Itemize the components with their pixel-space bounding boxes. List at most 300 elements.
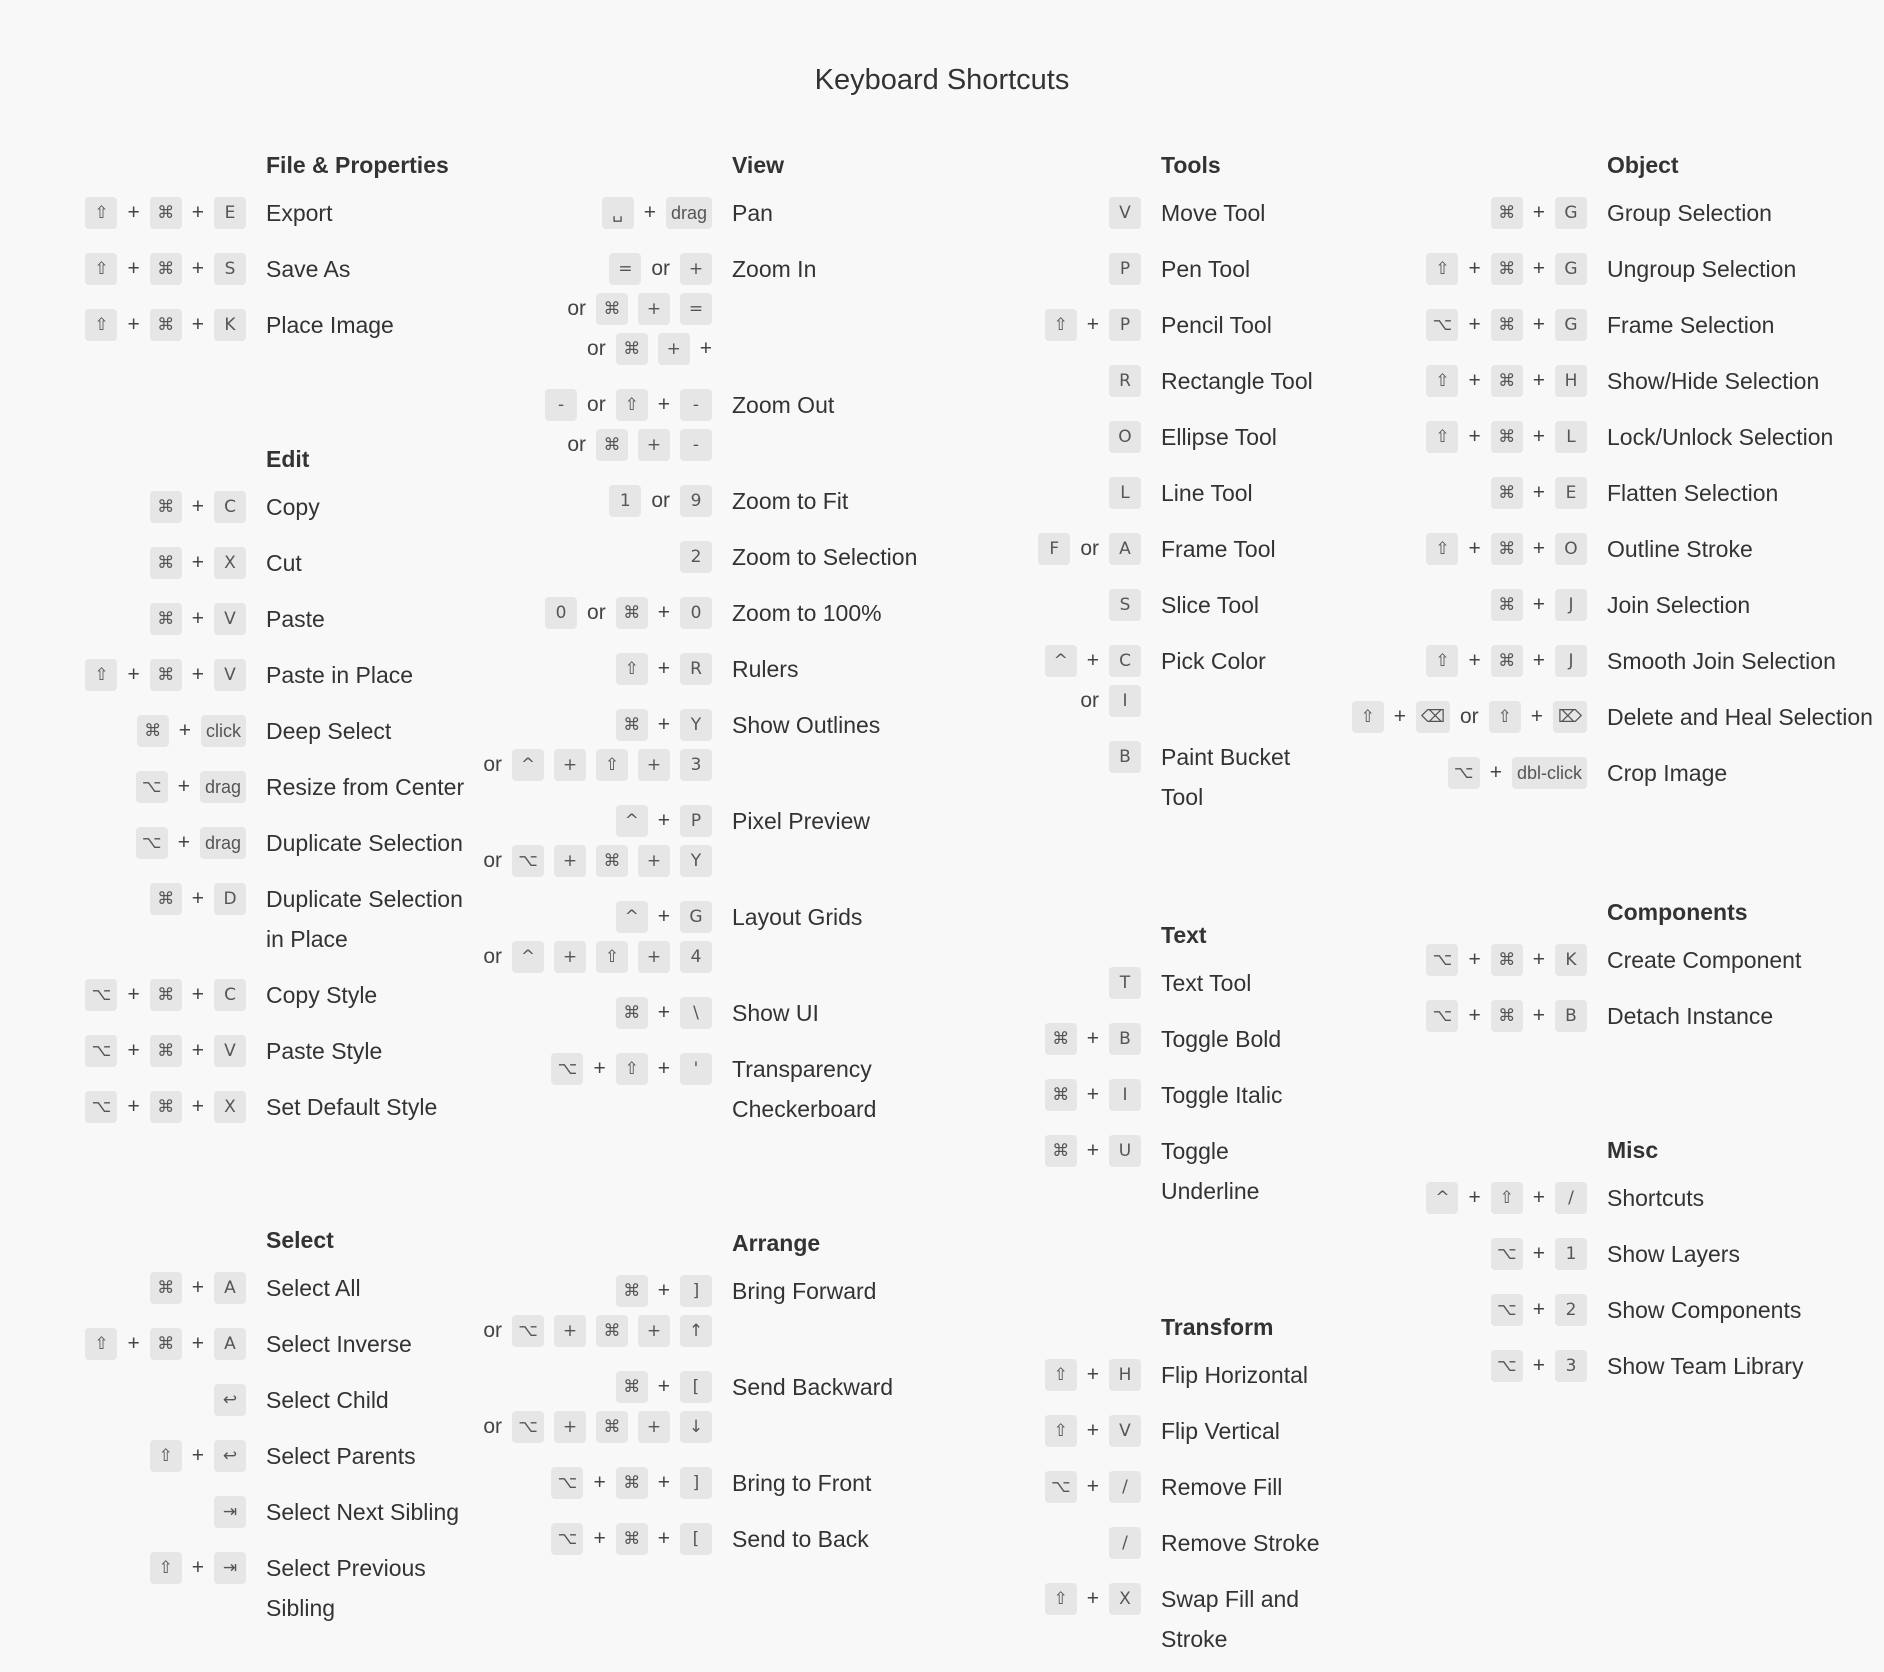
key-combo [292,481,712,521]
command-key-icon: ⌘ [616,1275,648,1307]
key-combo [1167,940,1587,980]
option-key-icon: ⌥ [136,771,168,803]
command-key-icon: ⌘ [1491,645,1523,677]
command-key-icon: ⌘ [616,709,648,741]
key-9: 9 [680,485,712,517]
plus-separator: + [191,1332,204,1355]
plus-key: + [554,845,586,877]
command-key-icon: ⌘ [1491,589,1523,621]
shortcut-label: Flip Vertical [1161,1418,1280,1444]
plus-separator: + [127,313,140,336]
shortcut-label: Cut [266,550,302,576]
plus-separator: + [1468,1186,1481,1209]
command-key-icon: ⌘ [616,333,648,365]
key-combo [292,1311,712,1351]
command-key-icon: ⌘ [1045,1023,1077,1055]
option-key-icon: ⌥ [1491,1350,1523,1382]
plus-separator: + [1532,369,1545,392]
shortcut-label: Save As [266,256,351,282]
shift-key-icon: ⇧ [85,253,117,285]
plus-separator: + [1468,369,1481,392]
command-key-icon: ⌘ [1491,197,1523,229]
shortcut-label: Duplicate Selection [266,830,463,856]
shortcut-label: Select Parents [266,1443,416,1469]
shortcut-label: Detach Instance [1607,1003,1774,1029]
shortcut-label: Pan [732,200,773,226]
key-s: S [1109,589,1141,621]
shift-key-icon: ⇧ [1045,1583,1077,1615]
option-key-icon: ⌥ [1448,757,1480,789]
key-combo [0,767,246,807]
option-key-icon: ⌥ [85,979,117,1011]
key-x: X [214,547,246,579]
key-combo [721,417,1141,457]
shortcut-label: Remove Fill [1161,1474,1283,1500]
key-combo [0,1548,246,1588]
plus-separator: + [191,887,204,910]
key-r: R [1109,365,1141,397]
shift-key-icon: ⇧ [1045,1415,1077,1447]
shortcut-label: Resize from Center [266,774,465,800]
shift-key-icon: ⇧ [85,659,117,691]
key-combo [721,529,1141,569]
key-combo [1167,249,1587,289]
command-key-icon: ⌘ [150,1035,182,1067]
key-combo [292,801,712,841]
plus-separator: + [657,905,670,928]
shortcut-label: Set Default Style [266,1094,438,1120]
key-3: 3 [680,749,712,781]
plus-separator: + [1086,1419,1099,1442]
plus-separator: + [1532,537,1545,560]
shortcut-label: Swap Fill and [1161,1586,1300,1612]
plus-separator: + [1086,1587,1099,1610]
key-k: K [1555,944,1587,976]
slash-key: / [1109,1471,1141,1503]
drag-key: drag [200,827,246,859]
plus-separator: + [1086,1083,1099,1106]
key-combo [0,543,246,583]
option-key-icon: ⌥ [512,845,544,877]
shift-key-icon: ⇧ [1352,701,1384,733]
or-separator: or [587,601,606,624]
shortcut-label: Text Tool [1161,970,1252,996]
page-title: Keyboard Shortcuts [814,64,1070,96]
backspace-key-icon: ⌫ [1416,701,1450,733]
key-2: 2 [1555,1294,1587,1326]
key-combo [721,249,1141,289]
key-p: P [1109,253,1141,285]
plus-separator: + [1532,1186,1545,1209]
plus-separator: + [593,1471,606,1494]
key-combo [1167,1234,1587,1274]
plus-separator: + [191,257,204,280]
key-combo [1167,697,1587,737]
option-key-icon: ⌥ [1491,1238,1523,1270]
key-c: C [1109,645,1141,677]
shortcut-label: Zoom to Fit [732,488,849,514]
section-title-object: Object [1607,152,1679,178]
tab-key-icon: ⇥ [214,1552,246,1584]
plus-separator: + [191,607,204,630]
command-key-icon: ⌘ [1491,944,1523,976]
command-key-icon: ⌘ [1491,309,1523,341]
plus-separator: + [1086,1475,1099,1498]
option-key-icon: ⌥ [551,1467,583,1499]
shortcut-label: Create Component [1607,947,1802,973]
shortcut-label: Lock/Unlock Selection [1607,424,1834,450]
command-key-icon: ⌘ [616,1523,648,1555]
shortcut-label: Toggle Bold [1161,1026,1282,1052]
plus-separator: + [1532,1298,1545,1321]
key-combo [292,1463,712,1503]
key-c: C [214,491,246,523]
shortcut-label: Place Image [266,312,394,338]
key-x: X [1109,1583,1141,1615]
shortcut-label: Shortcuts [1607,1185,1705,1211]
option-key-icon: ⌥ [512,1411,544,1443]
section-title-view: View [732,152,784,178]
shortcut-label: Remove Stroke [1161,1530,1320,1556]
key-combo [1167,585,1587,625]
plus-separator: + [1468,1004,1481,1027]
or-separator: or [567,297,586,320]
shortcut-label: Toggle [1161,1138,1229,1164]
key-0: 0 [680,597,712,629]
shortcut-label: Show Components [1607,1297,1802,1323]
section-title-text: Text [1161,922,1207,948]
shortcut-label: Stroke [1161,1626,1228,1652]
or-separator: or [567,433,586,456]
key-a: A [214,1272,246,1304]
plus-separator: + [657,393,670,416]
key-g: G [1555,253,1587,285]
command-key-icon: ⌘ [137,715,169,747]
minus-key: - [680,389,712,421]
key-combo [292,593,712,633]
bracket-open-key: [ [680,1523,712,1555]
key-combo [721,473,1141,513]
command-key-icon: ⌘ [596,429,628,461]
plus-separator: + [1468,537,1481,560]
key-e: E [1555,477,1587,509]
shift-key-icon: ⇧ [1426,365,1458,397]
shift-key-icon: ⇧ [1426,645,1458,677]
drag-key: drag [200,771,246,803]
key-combo [1167,1346,1587,1386]
key-c: C [214,979,246,1011]
key-i: I [1109,685,1141,717]
plus-separator: + [1532,257,1545,280]
shortcut-label: Show Layers [1607,1241,1740,1267]
plus-separator: + [127,201,140,224]
key-combo [0,655,246,695]
or-separator: or [587,337,606,360]
key-l: L [1555,421,1587,453]
key-combo [292,1407,712,1447]
command-key-icon: ⌘ [150,197,182,229]
shortcut-label: Delete and Heal Selection [1607,704,1873,730]
plus-key: + [554,1411,586,1443]
shortcut-label: Show/Hide Selection [1607,368,1820,394]
key-combo [721,1411,1141,1451]
key-combo [0,711,246,751]
command-key-icon: ⌘ [616,597,648,629]
plus-separator: + [1086,649,1099,672]
plus-separator: + [127,663,140,686]
shortcut-label: Paint Bucket [1161,744,1291,770]
arrow-up-key-icon: ↑ [680,1315,712,1347]
key-combo [0,487,246,527]
plus-separator: + [191,1444,204,1467]
shortcut-label: Transparency [732,1056,872,1082]
plus-separator: + [191,1095,204,1118]
key-j: J [1555,589,1587,621]
key-p: P [1109,309,1141,341]
shift-key-icon: ⇧ [85,1328,117,1360]
option-key-icon: ⌥ [1426,1000,1458,1032]
shift-key-icon: ⇧ [1426,533,1458,565]
plus-separator: + [1086,1363,1099,1386]
shortcut-label: Paste Style [266,1038,383,1064]
command-key-icon: ⌘ [150,491,182,523]
shortcut-label: in Place [266,926,348,952]
shortcut-label: Underline [1161,1178,1260,1204]
key-3: 3 [1555,1350,1587,1382]
option-key-icon: ⌥ [136,827,168,859]
plus-key: + [554,749,586,781]
minus-key: - [680,429,712,461]
shift-key-icon: ⇧ [616,389,648,421]
plus-separator: + [657,809,670,832]
shortcut-label: Frame Tool [1161,536,1276,562]
key-combo [0,1436,246,1476]
shortcut-label: Show Team Library [1607,1353,1804,1379]
key-i: I [1109,1079,1141,1111]
bracket-close-key: ] [680,1275,712,1307]
or-separator: or [1080,689,1099,712]
command-key-icon: ⌘ [1491,1000,1523,1032]
key-combo [1167,193,1587,233]
key-combo [292,425,712,465]
key-combo [292,329,712,369]
key-v: V [214,659,246,691]
control-key-icon: ^ [512,749,544,781]
shortcut-label: Pick Color [1161,648,1266,674]
shift-key-icon: ⇧ [150,1440,182,1472]
key-combo [292,1367,712,1407]
option-key-icon: ⌥ [85,1035,117,1067]
shortcut-label: Frame Selection [1607,312,1775,338]
key-k: K [214,309,246,341]
plus-separator: + [1468,257,1481,280]
key-combo [292,1271,712,1311]
key-a: A [214,1328,246,1360]
key-1: 1 [609,485,641,517]
plus-separator: + [127,983,140,1006]
or-separator: or [651,257,670,280]
plus-separator: + [643,201,656,224]
shortcut-label: Ungroup Selection [1607,256,1797,282]
equals-key: = [609,253,641,285]
control-key-icon: ^ [616,901,648,933]
key-combo [292,289,712,329]
key-s: S [214,253,246,285]
key-combo [0,599,246,639]
control-key-icon: ^ [512,941,544,973]
key-g: G [1555,309,1587,341]
shift-key-icon: ⇧ [1491,1182,1523,1214]
key-combo [721,681,1141,721]
shortcut-label: Checkerboard [732,1096,877,1122]
or-separator: or [483,1415,502,1438]
plus-key: + [638,1411,670,1443]
plus-key: + [638,749,670,781]
plus-separator: + [127,1332,140,1355]
plus-key: + [638,941,670,973]
tab-key-icon: ⇥ [214,1496,246,1528]
shortcut-label: Show Outlines [732,712,881,738]
key-j: J [1555,645,1587,677]
key-y: Y [680,845,712,877]
key-combo [292,385,712,425]
shortcut-label: Pen Tool [1161,256,1251,282]
command-key-icon: ⌘ [616,997,648,1029]
key-combo [0,1492,246,1532]
shift-key-icon: ⇧ [150,1552,182,1584]
shortcut-label: Paste in Place [266,662,414,688]
key-y: Y [680,709,712,741]
plus-separator: + [657,1057,670,1080]
or-separator: or [483,945,502,968]
shortcut-label: Select Inverse [266,1331,412,1357]
key-combo [1167,529,1587,569]
shift-key-icon: ⇧ [616,1053,648,1085]
key-combo [0,249,246,289]
shift-key-icon: ⇧ [596,749,628,781]
key-combo [292,937,712,977]
key-combo [721,1131,1141,1171]
key-b: B [1109,741,1141,773]
key-combo [0,1087,246,1127]
shortcut-label: Tool [1161,784,1204,810]
control-key-icon: ^ [1045,645,1077,677]
command-key-icon: ⌘ [1491,533,1523,565]
shortcut-label: Flip Horizontal [1161,1362,1308,1388]
plus-separator: + [1468,425,1481,448]
plus-separator: + [657,1279,670,1302]
key-combo [292,249,712,289]
drag-key: drag [666,197,712,229]
shortcut-label: Pixel Preview [732,808,871,834]
section-title-arrange: Arrange [732,1230,821,1256]
key-combo [292,649,712,689]
command-key-icon: ⌘ [596,1411,628,1443]
key-combo [721,963,1141,1003]
plus-separator: + [593,1527,606,1550]
command-key-icon: ⌘ [150,253,182,285]
key-combo [721,1019,1141,1059]
key-combo [1167,473,1587,513]
return-key-icon: ↩ [214,1384,246,1416]
plus-key: + [638,429,670,461]
section-title-select: Select [266,1227,334,1253]
key-1: 1 [1555,1238,1587,1270]
or-separator: or [651,489,670,512]
shift-key-icon: ⇧ [85,309,117,341]
key-g: G [1555,197,1587,229]
command-key-icon: ⌘ [150,1272,182,1304]
plus-separator: + [1532,481,1545,504]
key-combo [1167,361,1587,401]
shortcut-label: Toggle Italic [1161,1082,1283,1108]
key-combo [721,305,1141,345]
shift-key-icon: ⇧ [85,197,117,229]
slash-key: / [1109,1527,1141,1559]
command-key-icon: ⌘ [150,1091,182,1123]
section-title-components: Components [1607,899,1748,925]
option-key-icon: ⌥ [85,1091,117,1123]
key-combo [0,1324,246,1364]
key-combo [1167,996,1587,1036]
plus-separator: + [1086,313,1099,336]
shortcut-label: Group Selection [1607,200,1772,226]
key-v: V [214,603,246,635]
option-key-icon: ⌥ [551,1053,583,1085]
key-combo [292,537,712,577]
key-combo [0,305,246,345]
key-combo [721,193,1141,233]
key-t: T [1109,967,1141,999]
command-key-icon: ⌘ [150,979,182,1011]
or-separator: or [483,849,502,872]
key-combo [721,361,1141,401]
plus-separator: + [657,1375,670,1398]
minus-key: - [545,389,577,421]
command-key-icon: ⌘ [616,1371,648,1403]
arrow-down-key-icon: ↓ [680,1411,712,1443]
plus-separator: + [657,1001,670,1024]
key-g: G [680,901,712,933]
shift-key-icon: ⇧ [1045,309,1077,341]
plus-separator: + [1530,705,1543,728]
key-combo [1167,417,1587,457]
shortcut-label: Copy [266,494,320,520]
plus-key: + [638,293,670,325]
key-combo [0,1380,246,1420]
section-title-tools: Tools [1161,152,1221,178]
plus-separator: + [191,1276,204,1299]
shift-key-icon: ⇧ [1426,421,1458,453]
key-o: O [1555,533,1587,565]
key-v: V [1109,197,1141,229]
command-key-icon: ⌘ [1491,365,1523,397]
plus-separator: + [1532,593,1545,616]
shortcut-label: Flatten Selection [1607,480,1779,506]
shortcut-label: Rectangle Tool [1161,368,1313,394]
plus-separator: + [657,657,670,680]
key-combo [721,737,1141,777]
command-key-icon: ⌘ [1045,1135,1077,1167]
plus-separator: + [1532,313,1545,336]
plus-separator: + [1532,1004,1545,1027]
command-key-icon: ⌘ [1045,1079,1077,1111]
plus-separator: + [127,1039,140,1062]
slash-key: / [1555,1182,1587,1214]
section-title-misc: Misc [1607,1137,1659,1163]
shortcut-label: Zoom to Selection [732,544,918,570]
command-key-icon: ⌘ [150,603,182,635]
